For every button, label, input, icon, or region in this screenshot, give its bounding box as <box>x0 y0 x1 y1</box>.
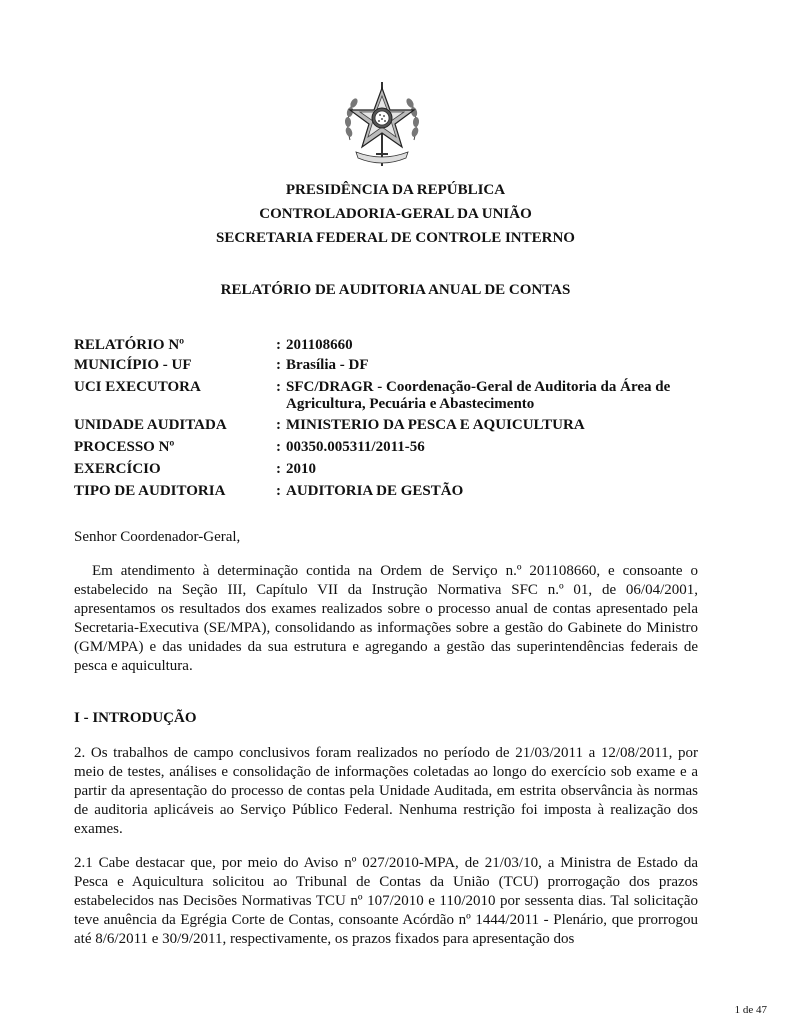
meta-label: TIPO DE AUDITORIA <box>74 483 226 499</box>
section-title-introducao: I - INTRODUÇÃO <box>74 710 197 726</box>
meta-label: MUNICÍPIO - UF <box>74 357 192 373</box>
meta-label: UCI EXECUTORA <box>74 379 201 395</box>
meta-value: 00350.005311/2011-56 <box>286 439 425 455</box>
paragraph-2: 2. Os trabalhos de campo conclusivos foram realizados no período de 21/03/2011 a 12/08/2011, por meio de testes, análises e consolidação de informações coletadas ao longo do exercício sob exame e a partir da apresentação do processo de contas pela Unidade Auditada, em estrita observância às normas de auditoria aplicáveis ao Serviço Público Federal. Nenhuma restrição foi imposta à realização dos exames. <box>74 745 698 837</box>
meta-value: MINISTERIO DA PESCA E AQUICULTURA <box>286 417 585 433</box>
meta-value: Brasília - DF <box>286 357 369 373</box>
header-cgu: CONTROLADORIA-GERAL DA UNIÃO <box>259 206 532 222</box>
coat-of-arms-seal <box>340 80 424 170</box>
meta-value: SFC/DRAGR - Coordenação-Geral de Auditoria da Área de <box>286 379 671 395</box>
meta-label: UNIDADE AUDITADA <box>74 417 227 433</box>
meta-value-continued: Agricultura, Pecuária e Abastecimento <box>286 396 535 412</box>
meta-colon: : <box>276 337 281 353</box>
salutation: Senhor Coordenador-Geral, <box>74 529 241 545</box>
meta-label: PROCESSO Nº <box>74 439 175 455</box>
meta-colon: : <box>276 483 281 499</box>
meta-value: 201108660 <box>286 337 353 353</box>
meta-value: AUDITORIA DE GESTÃO <box>286 483 464 499</box>
meta-label: EXERCÍCIO <box>74 461 161 477</box>
intro-paragraph: Em atendimento à determinação contida na Ordem de Serviço n.º 201108660, e consoante o estabelecido na Seção III, Capítulo VII da Instrução Normativa SFC n.º 01, de 06/04/2001, apresentamos os resultados dos exames realizados sobre o processo anual de contas apresentado pela Secretaria-Executiva (SE/MPA), consolidando as informações sobre a gestão do Gabinete do Ministro (GM/MPA) e das unidades da sua estrutura e agregando a gestão das superintendências federais de pesca e aquicultura. <box>74 563 698 674</box>
paragraph-2-1: 2.1 Cabe destacar que, por meio do Aviso nº 027/2010-MPA, de 21/03/10, a Ministra de Estado da Pesca e Aquicultura solicitou ao Tribunal de Contas da União (TCU) prorrogação dos prazos estabelecidos nas Decisões Normativas TCU nº 107/2010 e 110/2010 por sessenta dias. Tal solicitação teve anuência da Egrégia Corte de Contas, consoante Acórdão nº 1444/2011 - Plenário, que prorrogou até 8/6/2011 e 30/9/2011, respectivamente, os prazos fixados para apresentação dos <box>74 855 698 947</box>
header-presidencia: PRESIDÊNCIA DA REPÚBLICA <box>285 182 506 198</box>
header-sfc: SECRETARIA FEDERAL DE CONTROLE INTERNO <box>216 230 575 246</box>
meta-colon: : <box>276 439 281 455</box>
meta-colon: : <box>276 417 281 433</box>
meta-colon: : <box>276 379 281 395</box>
page-number: 1 de 47 <box>734 1004 767 1016</box>
meta-label: RELATÓRIO Nº <box>74 337 185 353</box>
meta-colon: : <box>276 357 281 373</box>
meta-value: 2010 <box>286 461 316 477</box>
meta-colon: : <box>276 461 281 477</box>
report-title: RELATÓRIO DE AUDITORIA ANUAL DE CONTAS <box>220 282 571 298</box>
